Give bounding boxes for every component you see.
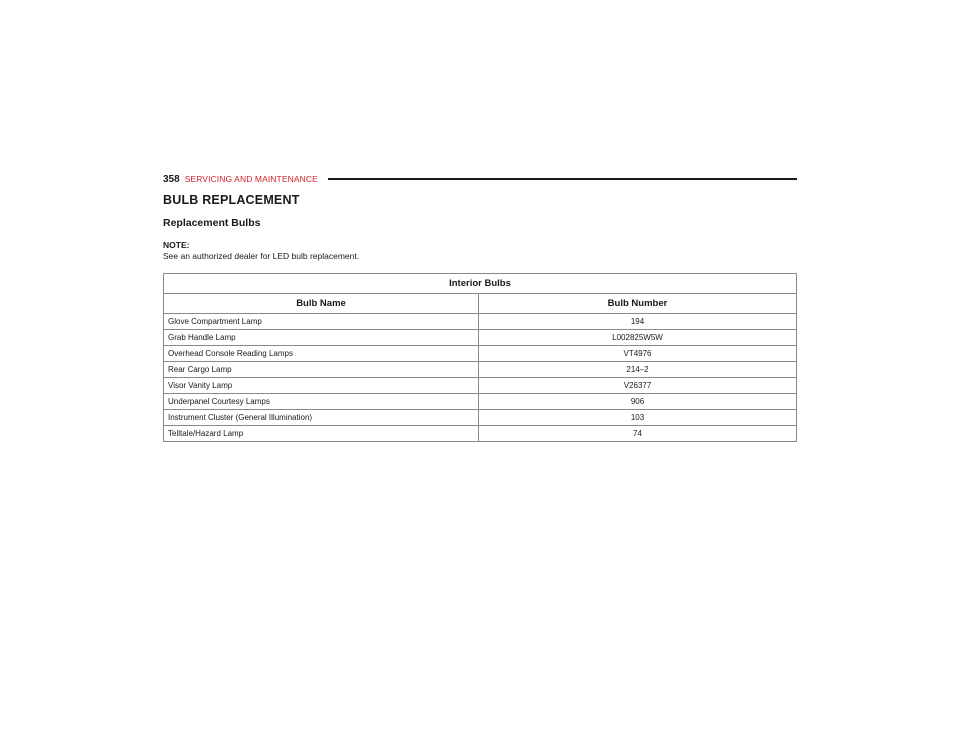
column-header-bulb-name: Bulb Name bbox=[164, 294, 479, 314]
page-number: 358 bbox=[163, 173, 180, 185]
bulb-number-cell: 194 bbox=[479, 314, 797, 330]
bulb-number-cell: 74 bbox=[479, 426, 797, 442]
bulb-number-cell: V26377 bbox=[479, 378, 797, 394]
bulb-name-cell: Glove Compartment Lamp bbox=[164, 314, 479, 330]
bulb-number-cell: L002825W5W bbox=[479, 330, 797, 346]
header-rule bbox=[328, 178, 797, 180]
bulb-name-cell: Instrument Cluster (General Illumination) bbox=[164, 410, 479, 426]
note-text: See an authorized dealer for LED bulb replacement. bbox=[163, 251, 360, 261]
page-header bbox=[163, 172, 797, 186]
bulb-name-cell: Visor Vanity Lamp bbox=[164, 378, 479, 394]
bulb-name-cell: Rear Cargo Lamp bbox=[164, 362, 479, 378]
page-title: BULB REPLACEMENT bbox=[163, 193, 300, 207]
bulb-number-cell: 103 bbox=[479, 410, 797, 426]
table-row bbox=[164, 378, 797, 394]
table-row bbox=[164, 426, 797, 442]
column-header-bulb-number: Bulb Number bbox=[479, 294, 797, 314]
table-row bbox=[164, 330, 797, 346]
table-header-row bbox=[164, 294, 797, 314]
bulb-number-cell: 214–2 bbox=[479, 362, 797, 378]
bulb-name-cell: Overhead Console Reading Lamps bbox=[164, 346, 479, 362]
table-row bbox=[164, 410, 797, 426]
note-label: NOTE: bbox=[163, 240, 190, 250]
table-caption: Interior Bulbs bbox=[164, 274, 797, 294]
table-row bbox=[164, 346, 797, 362]
interior-bulbs-table bbox=[163, 273, 797, 442]
bulb-number-cell: VT4976 bbox=[479, 346, 797, 362]
section-name: SERVICING AND MAINTENANCE bbox=[184, 174, 318, 184]
bulb-name-cell: Underpanel Courtesy Lamps bbox=[164, 394, 479, 410]
bulb-number-cell: 906 bbox=[479, 394, 797, 410]
table-row bbox=[164, 394, 797, 410]
table-row bbox=[164, 362, 797, 378]
bulb-name-cell: Telltale/Hazard Lamp bbox=[164, 426, 479, 442]
table-row bbox=[164, 314, 797, 330]
bulb-name-cell: Grab Handle Lamp bbox=[164, 330, 479, 346]
table-caption-row bbox=[164, 274, 797, 294]
section-subtitle: Replacement Bulbs bbox=[163, 217, 261, 229]
